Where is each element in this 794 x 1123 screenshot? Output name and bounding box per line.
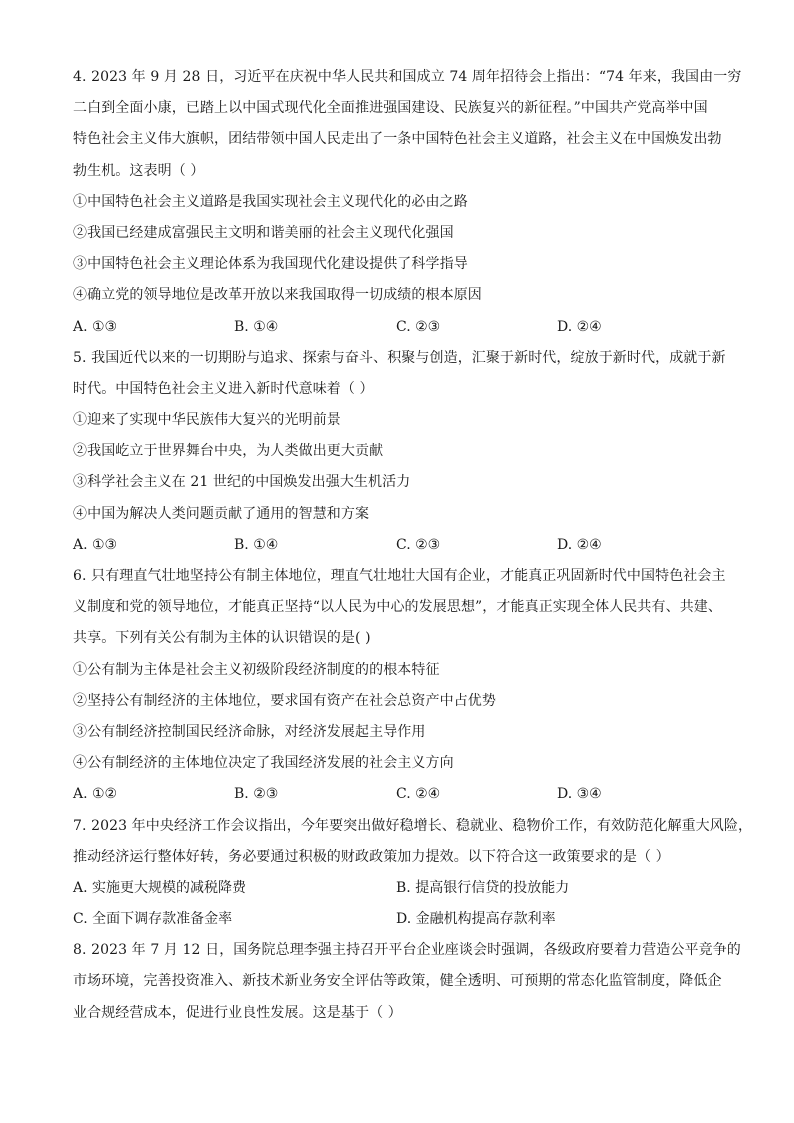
question-5-choice-b: B. ①④: [234, 536, 279, 553]
question-6: [73, 561, 726, 811]
question-7-choice-a: A. 实施更大规模的减税降费: [73, 879, 247, 896]
question-5-choices: [73, 530, 723, 561]
question-4-statement: ④确立党的领导地位是改革开放以来我国取得一切成绩的根本原因: [73, 287, 482, 304]
question-4-stem-line: 勃生机。这表明（ ）: [73, 162, 205, 179]
question-5-statement: ②我国屹立于世界舞台中央，为人类做出更大贡献: [73, 443, 384, 460]
question-6-statement: ①公有制为主体是社会主义初级阶段经济制度的的根本特征: [73, 661, 440, 678]
question-4-statement: ①中国特色社会主义道路是我国实现社会主义现代化的必由之路: [73, 193, 468, 210]
question-4-choice-b: B. ①④: [234, 318, 279, 335]
question-4-stem-line: 特色社会主义伟大旗帜，团结带领中国人民走出了一条中国特色社会主义道路，社会主义在中国焕发出勃: [73, 131, 722, 148]
question-6-choice-b: B. ②③: [234, 786, 279, 803]
question-4-choices: [73, 312, 723, 343]
question-6-stem-line: 6. 只有理直气壮地坚持公有制主体地位，理直气壮地壮大国有企业，才能真正巩固新时代中国特色社会主: [73, 568, 726, 584]
question-4-statement: ③中国特色社会主义理论体系为我国现代化建设提供了科学指导: [73, 256, 468, 273]
question-7-choice-d: D. 金融机构提高存款利率: [396, 911, 556, 928]
question-4-stem-line: 二白到全面小康，已踏上以中国式现代化全面推进强国建设、民族复兴的新征程。”中国共产党高举中国: [73, 100, 708, 117]
question-5-stem-line: 时代。中国特色社会主义进入新时代意味着（ ）: [73, 380, 374, 397]
question-5-statement: ①迎来了实现中华民族伟大复兴的光明前景: [73, 412, 341, 429]
question-7-stem-line: 7. 2023 年中央经济工作会议指出，今年要突出做好稳增长、稳就业、稳物价工作，有效防范化解重大风险，: [73, 817, 753, 834]
question-6-choices: [73, 779, 723, 810]
question-6-statement: ②坚持公有制经济的主体地位，要求国有资产在社会总资产中占优势: [73, 692, 496, 709]
question-4-stem-line: 4. 2023 年 9 月 28 日，习近平在庆祝中华人民共和国成立 74 周年招待会上指出：“74 年来，我国由一穷: [73, 69, 742, 85]
question-6-stem-line: 义制度和党的领导地位，才能真正坚持“以人民为中心的发展思想”，才能真正实现全体人民共有、共建、: [73, 599, 723, 616]
question-7-choices-row-1: [73, 873, 723, 904]
question-7-choices-row-2: [73, 904, 723, 935]
question-7-stem-line: 推动经济运行整体好转，务必要通过积极的财政政策加力提效。以下符合这一政策要求的是（ ）: [73, 848, 670, 865]
exam-page: [73, 62, 753, 1029]
question-5-choice-c: C. ②③: [396, 536, 441, 553]
question-5-statement: ③科学社会主义在 21 世纪的中国焕发出强大生机活力: [73, 474, 411, 491]
question-4-statement: ②我国已经建成富强民主文明和谐美丽的社会主义现代化强国: [73, 224, 454, 241]
question-7-choice-c: C. 全面下调存款准备金率: [73, 911, 233, 928]
question-4-choice-c: C. ②③: [396, 318, 441, 335]
question-4-choice-a: A. ①③: [73, 318, 118, 335]
question-8-stem-line: 市场环境，完善投资准入、新技术新业务安全评估等政策，健全透明、可预期的常态化监管制度，降低企: [73, 973, 722, 990]
question-5-choice-a: A. ①③: [73, 536, 118, 553]
question-8: [73, 935, 741, 1029]
question-5-choice-d: D. ②④: [557, 536, 602, 553]
question-7: [73, 811, 753, 936]
question-8-stem-line: 8. 2023 年 7 月 12 日，国务院总理李强主持召开平台企业座谈会时强调，各级政府要着力营造公平竞争的: [73, 942, 741, 959]
question-4-choice-d: D. ②④: [557, 318, 602, 335]
question-6-choice-c: C. ②④: [396, 786, 441, 803]
question-7-choice-b: B. 提高银行信贷的投放能力: [396, 879, 570, 896]
question-5-stem-line: 5. 我国近代以来的一切期盼与追求、探索与奋斗、积聚与创造，汇聚于新时代，绽放于新时代，成就于新: [73, 349, 726, 366]
question-6-stem-line: 共享。下列有关公有制为主体的认识错误的是( ): [73, 630, 371, 647]
question-6-statement: ③公有制经济控制国民经济命脉，对经济发展起主导作用: [73, 723, 426, 740]
question-4: [73, 62, 742, 343]
question-6-choice-d: D. ③④: [557, 786, 602, 803]
question-5: [73, 343, 726, 561]
question-5-statement: ④中国为解决人类问题贡献了通用的智慧和方案: [73, 505, 370, 522]
question-6-statement: ④公有制经济的主体地位决定了我国经济发展的社会主义方向: [73, 755, 454, 772]
question-6-choice-a: A. ①②: [73, 786, 118, 803]
question-8-stem-line: 业合规经营成本，促进行业良性发展。这是基于（ ）: [73, 1004, 402, 1021]
